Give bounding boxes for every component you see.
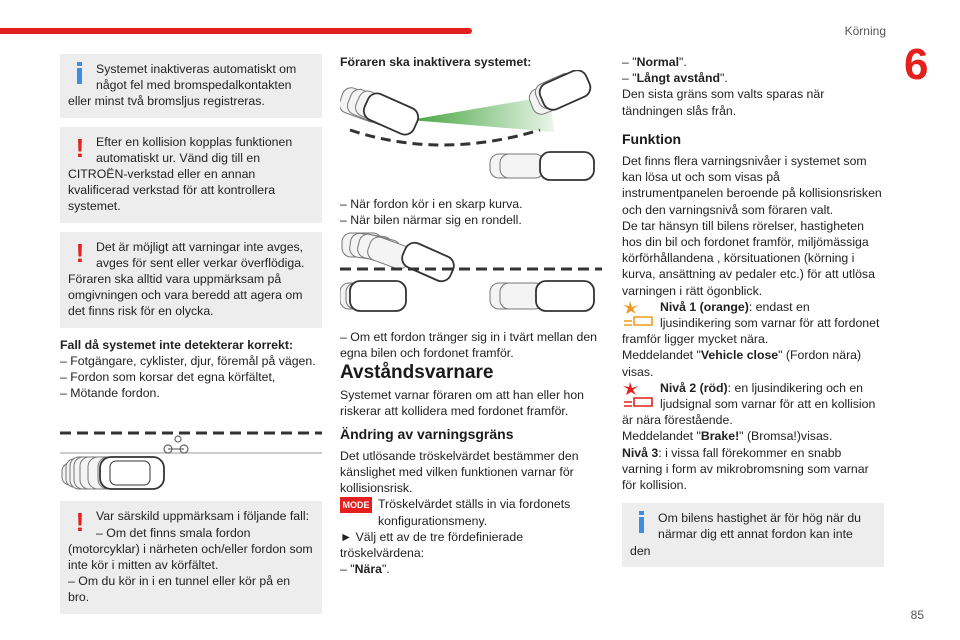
chapter-number: 6 bbox=[904, 40, 929, 89]
collision-warning-orange-icon bbox=[622, 299, 656, 329]
fall-heading: Fall då systemet inte detekterar korrekt: bbox=[60, 337, 294, 352]
list-item: – Mötande fordon. bbox=[60, 386, 160, 401]
warning-icon: ! bbox=[75, 132, 85, 163]
list-item: – Fordon som korsar det egna körfältet, bbox=[60, 370, 276, 385]
warning-box-line: Var särskild uppmärksam i följande fall: bbox=[96, 509, 310, 524]
level2-message bbox=[622, 428, 884, 444]
mode-line bbox=[340, 496, 602, 528]
heading-funktion: Funktion bbox=[622, 130, 682, 147]
curve-illustration bbox=[340, 70, 602, 188]
paragraph: Det utlösande tröskelvärdet bestämmer den känslighet med vilken funktionen varnar för kollisionsrisk. bbox=[340, 448, 579, 496]
message-suffix: " (Bromsa!)visas. bbox=[739, 429, 833, 444]
mode-button-icon: MODE bbox=[340, 497, 372, 513]
option-prefix: – " bbox=[340, 562, 355, 577]
option-suffix: ". bbox=[381, 562, 390, 577]
info-box bbox=[622, 503, 884, 567]
warning-box bbox=[60, 501, 322, 613]
list-item: – När fordon kör i en skarp kurva. bbox=[340, 197, 523, 212]
option-prefix: – " bbox=[622, 55, 637, 69]
warning-box-text: Efter en kollision kopplas funktionen automatiskt ur. Vänd dig till en CITROËN-verkstad eller en annan kvalificerad verkstad för att kontrollera systemet. bbox=[68, 134, 293, 214]
info-box-text: Om bilens hastighet är för hög när du närmar dig ett annat fordon kan inte den bbox=[630, 511, 862, 558]
message-label: Brake! bbox=[700, 429, 740, 444]
heading-avstandsvarnare: Avståndsvarnare bbox=[340, 362, 494, 384]
message-prefix: Meddelandet " bbox=[622, 348, 701, 363]
level3-title: Nivå 3 bbox=[622, 445, 659, 460]
paragraph: Det finns flera varningsnivåer i systemet som kan lösa ut och som visas på instrumentpanelen beroende på kollisionsrisken och den varningsnivå som föraren valt. bbox=[622, 154, 882, 217]
level1-message bbox=[622, 347, 884, 379]
list-item: – Fotgängare, cyklister, djur, föremål på vägen. bbox=[60, 353, 316, 368]
info-icon bbox=[634, 511, 650, 533]
option-near bbox=[340, 561, 602, 577]
message-prefix: Meddelandet " bbox=[622, 429, 701, 444]
option-far bbox=[622, 70, 884, 86]
inactivate-heading: Föraren ska inaktivera systemet: bbox=[340, 55, 532, 69]
option-prefix: – " bbox=[622, 71, 637, 86]
info-box-text: Systemet inaktiveras automatiskt om något fel med bromspedalkontakten eller minst två bromsljus registreras. bbox=[68, 62, 297, 109]
warning-box-line: – Om du kör in i en tunnel eller kör på en bro. bbox=[68, 574, 291, 605]
level2-text: : en ljusindikering och en ljudsignal som varnar för att en kollision är nära förestående. bbox=[622, 380, 876, 428]
warning-box bbox=[60, 127, 322, 223]
cut-in-text: – Om ett fordon tränger sig in i tvärt mellan den egna bilen och fordonet framför. bbox=[340, 329, 597, 360]
paragraph: De tar hänsyn till bilens rörelser, hastigheten hos din bil och fordonet framför, miljömässiga körförhållandena , körsituationen (körning i kurva, ansättning av pedaler etc.) för att utlösa varningen i rätt ögonblick. bbox=[622, 218, 875, 298]
info-box bbox=[60, 54, 322, 118]
heading-andring: Ändring av varningsgräns bbox=[340, 425, 514, 442]
level1-text: : endast en ljusindikering som varnar för att fordonet framför ligger mycket nära. bbox=[622, 299, 880, 347]
level1-block bbox=[622, 299, 884, 348]
warning-box-text: Det är möjligt att varningar inte avges, avges för sent eller verkar överflödiga. Föraren ska alltid vara uppmärksam på omgivningen och vara beredd att agera om det finns risk för en olycka. bbox=[68, 239, 305, 319]
collision-warning-red-icon bbox=[622, 380, 656, 410]
option-label: Nära bbox=[354, 562, 382, 577]
option-label: Långt avstånd bbox=[636, 71, 720, 86]
option-suffix: ". bbox=[719, 71, 728, 86]
message-label: Vehicle close bbox=[700, 348, 779, 363]
level2-block bbox=[622, 380, 884, 429]
level3-line bbox=[622, 445, 884, 494]
chapter-progress-bar bbox=[0, 28, 472, 34]
section-title: Körning bbox=[844, 24, 886, 38]
select-instruction: ► Välj ett av de tre fördefinierade tröskelvärdena: bbox=[340, 529, 524, 561]
warning-box-line: – Om det finns smala fordon (motorcyklar) i närheten och/eller fordon som inte kör i mitten av körfältet. bbox=[68, 525, 313, 573]
page-number: 85 bbox=[910, 608, 924, 622]
warning-icon: ! bbox=[75, 507, 85, 538]
mode-text: Tröskelvärdet ställs in via fordonets konfigurationsmeny. bbox=[378, 497, 571, 528]
option-suffix: ". bbox=[679, 55, 687, 69]
message-suffix: " (Fordon nära) visas. bbox=[622, 348, 862, 379]
paragraph: Den sista gräns som valts sparas när tändningen slås från. bbox=[622, 87, 825, 118]
option-label: Normal bbox=[636, 55, 679, 69]
lane-illustration-pedestrian-cyclist bbox=[60, 401, 322, 501]
warning-box bbox=[60, 232, 322, 328]
level1-title: Nivå 1 (orange) bbox=[660, 299, 749, 314]
column-left bbox=[60, 54, 322, 623]
column-middle bbox=[340, 54, 602, 577]
list-item: – När bilen närmar sig en rondell. bbox=[340, 213, 522, 228]
level2-title: Nivå 2 (röd) bbox=[660, 380, 728, 395]
option-normal bbox=[622, 54, 884, 70]
column-right bbox=[622, 54, 884, 576]
cut-in-illustration bbox=[340, 229, 602, 321]
warning-icon: ! bbox=[75, 237, 85, 268]
paragraph: Systemet varnar föraren om att han eller hon riskerar att kollidera med fordonet framför. bbox=[340, 388, 585, 419]
level3-text: : i vissa fall förekommer en snabb varning i form av mikrobromsning som varnar för kollision. bbox=[622, 445, 869, 493]
info-icon bbox=[72, 62, 88, 84]
